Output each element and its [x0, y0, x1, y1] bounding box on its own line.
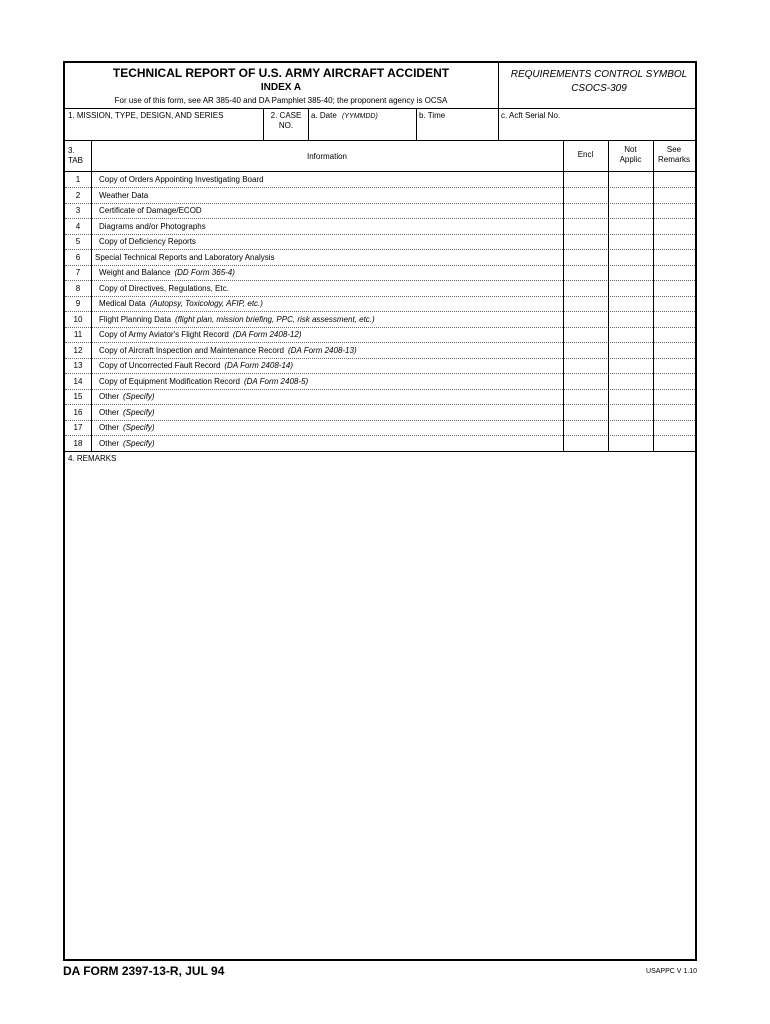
column-line-see-remarks: [653, 140, 654, 451]
row-number: 3: [75, 206, 81, 215]
row-note: (DA Form 2408-12): [232, 330, 302, 339]
row-text: Copy of Uncorrected Fault Record: [99, 361, 221, 370]
row-note: (Specify): [123, 407, 155, 417]
row-note: (DA Form 2408-14): [224, 361, 294, 370]
row-text: Copy of Deficiency Reports: [99, 237, 196, 246]
mission-label: 1. MISSION, TYPE, DESIGN, AND SERIES: [68, 111, 224, 120]
table-row[interactable]: [65, 250, 695, 266]
field-divider-3: [416, 108, 417, 140]
not-applic-line2: Applic: [619, 155, 642, 164]
table-row[interactable]: [65, 420, 695, 436]
row-number: 6: [75, 252, 81, 262]
not-applic-line1: Not: [624, 145, 637, 154]
column-line-encl: [563, 140, 564, 451]
version-label: USAPPC V 1.10: [646, 968, 697, 975]
field-divider-1: [263, 108, 264, 140]
row-number: 13: [73, 361, 83, 370]
row-text: Copy of Equipment Modification Record: [99, 376, 240, 386]
row-number: 4: [75, 221, 81, 231]
see-remarks-line2: Remarks: [657, 155, 690, 164]
case-label-line1: 2. CASE: [270, 111, 302, 120]
row-number: 16: [73, 407, 83, 417]
row-text: Weight and Balance: [99, 268, 171, 277]
table-row[interactable]: [65, 188, 695, 204]
row-note: (flight plan, mission briefing, PPC, risk assessment, etc.): [175, 314, 375, 324]
encl-header: Encl: [577, 150, 594, 159]
tab-header: [68, 146, 83, 166]
row-text: Other: [99, 392, 120, 401]
row-text: Diagrams and/or Photographs: [99, 221, 206, 231]
row-number: 1: [75, 175, 81, 184]
table-row[interactable]: [65, 203, 695, 219]
row-text: Weather Data: [99, 190, 149, 200]
rcs-label: REQUIREMENTS CONTROL SYMBOL: [510, 69, 688, 80]
row-number: 10: [73, 314, 83, 324]
header-bottom-line: [65, 108, 695, 109]
row-note: (Specify): [123, 392, 155, 401]
form-subtitle: INDEX A: [260, 82, 302, 93]
serial-label: c. Acft Serial No.: [501, 111, 561, 120]
row-text: Copy of Orders Appointing Investigating Board: [99, 175, 264, 184]
row-text: Copy of Aircraft Inspection and Maintenance Record: [99, 345, 284, 355]
row-number: 18: [73, 438, 83, 448]
date-format: (YYMMDD): [342, 113, 378, 120]
row-number: 2: [75, 190, 81, 200]
row-number: 15: [73, 392, 83, 401]
row-note: (Autopsy, Toxicology, AFIP, etc.): [149, 299, 263, 308]
row-text: Other: [99, 423, 120, 432]
header-divider: [498, 63, 499, 108]
case-label-line2: NO.: [278, 121, 294, 130]
see-remarks-line1: See: [666, 145, 682, 154]
row-note: (DA Form 2408-13): [288, 345, 357, 355]
not-applic-header: [608, 145, 653, 165]
table-row[interactable]: [65, 358, 695, 374]
table-row[interactable]: [65, 312, 695, 328]
date-label-text: a. Date: [311, 111, 337, 120]
use-note: For use of this form, see AR 385-40 and DA Pamphlet 385-40; the proponent agency is OCSA: [114, 96, 448, 105]
row-number: 17: [73, 423, 83, 432]
table-row[interactable]: [65, 296, 695, 312]
row-text: Copy of Army Aviator's Flight Record: [99, 330, 229, 339]
row-note: (DA Form 2408-5): [243, 376, 309, 386]
row-text: Other: [99, 407, 120, 417]
column-line-tab: [91, 140, 92, 451]
table-row[interactable]: [65, 436, 695, 452]
field-bottom-line: [65, 140, 695, 141]
table-row[interactable]: [65, 327, 695, 343]
row-number: 8: [75, 283, 81, 293]
table-row[interactable]: [65, 389, 695, 405]
row-number: 12: [73, 345, 83, 355]
see-remarks-header: [653, 145, 695, 165]
table-row[interactable]: [65, 265, 695, 281]
row-text: Certificate of Damage/ECOD: [99, 206, 202, 215]
row-text: Special Technical Reports and Laboratory Analysis: [95, 252, 275, 262]
form-frame: [63, 61, 697, 961]
form-number: DA FORM 2397-13-R, JUL 94: [63, 964, 225, 978]
field-divider-4: [498, 108, 499, 140]
row-text: Flight Planning Data: [99, 314, 172, 324]
remarks-area[interactable]: [67, 467, 693, 957]
row-number: 11: [73, 330, 83, 339]
date-label: [311, 111, 378, 122]
time-label: b. Time: [419, 111, 446, 120]
remarks-label: 4. REMARKS: [68, 454, 117, 463]
row-number: 14: [73, 376, 83, 386]
table-row[interactable]: [65, 281, 695, 297]
row-note: (DD Form 365-4): [174, 268, 235, 277]
table-row[interactable]: [65, 219, 695, 235]
row-text: Other: [99, 438, 120, 448]
row-number: 7: [75, 268, 81, 277]
information-header: Information: [306, 152, 348, 161]
table-row[interactable]: [65, 172, 695, 188]
form-title: TECHNICAL REPORT OF U.S. ARMY AIRCRAFT ACCIDENT: [112, 66, 450, 80]
case-label: [265, 111, 307, 131]
row-note: (Specify): [123, 438, 155, 448]
field-divider-2: [308, 108, 309, 140]
table-row[interactable]: [65, 343, 695, 359]
row-note: (Specify): [123, 423, 155, 432]
column-line-not-applic: [608, 140, 609, 451]
table-row[interactable]: [65, 405, 695, 421]
row-text: Medical Data: [99, 299, 146, 308]
table-row[interactable]: [65, 374, 695, 390]
tab-header-line1: 3.: [68, 146, 75, 155]
tab-header-line2: TAB: [68, 156, 83, 165]
rcs-code: CSOCS-309: [571, 83, 627, 94]
table-row[interactable]: [65, 234, 695, 250]
row-number: 9: [75, 299, 81, 308]
row-text: Copy of Directives, Regulations, Etc.: [99, 283, 229, 293]
row-number: 5: [75, 237, 81, 246]
